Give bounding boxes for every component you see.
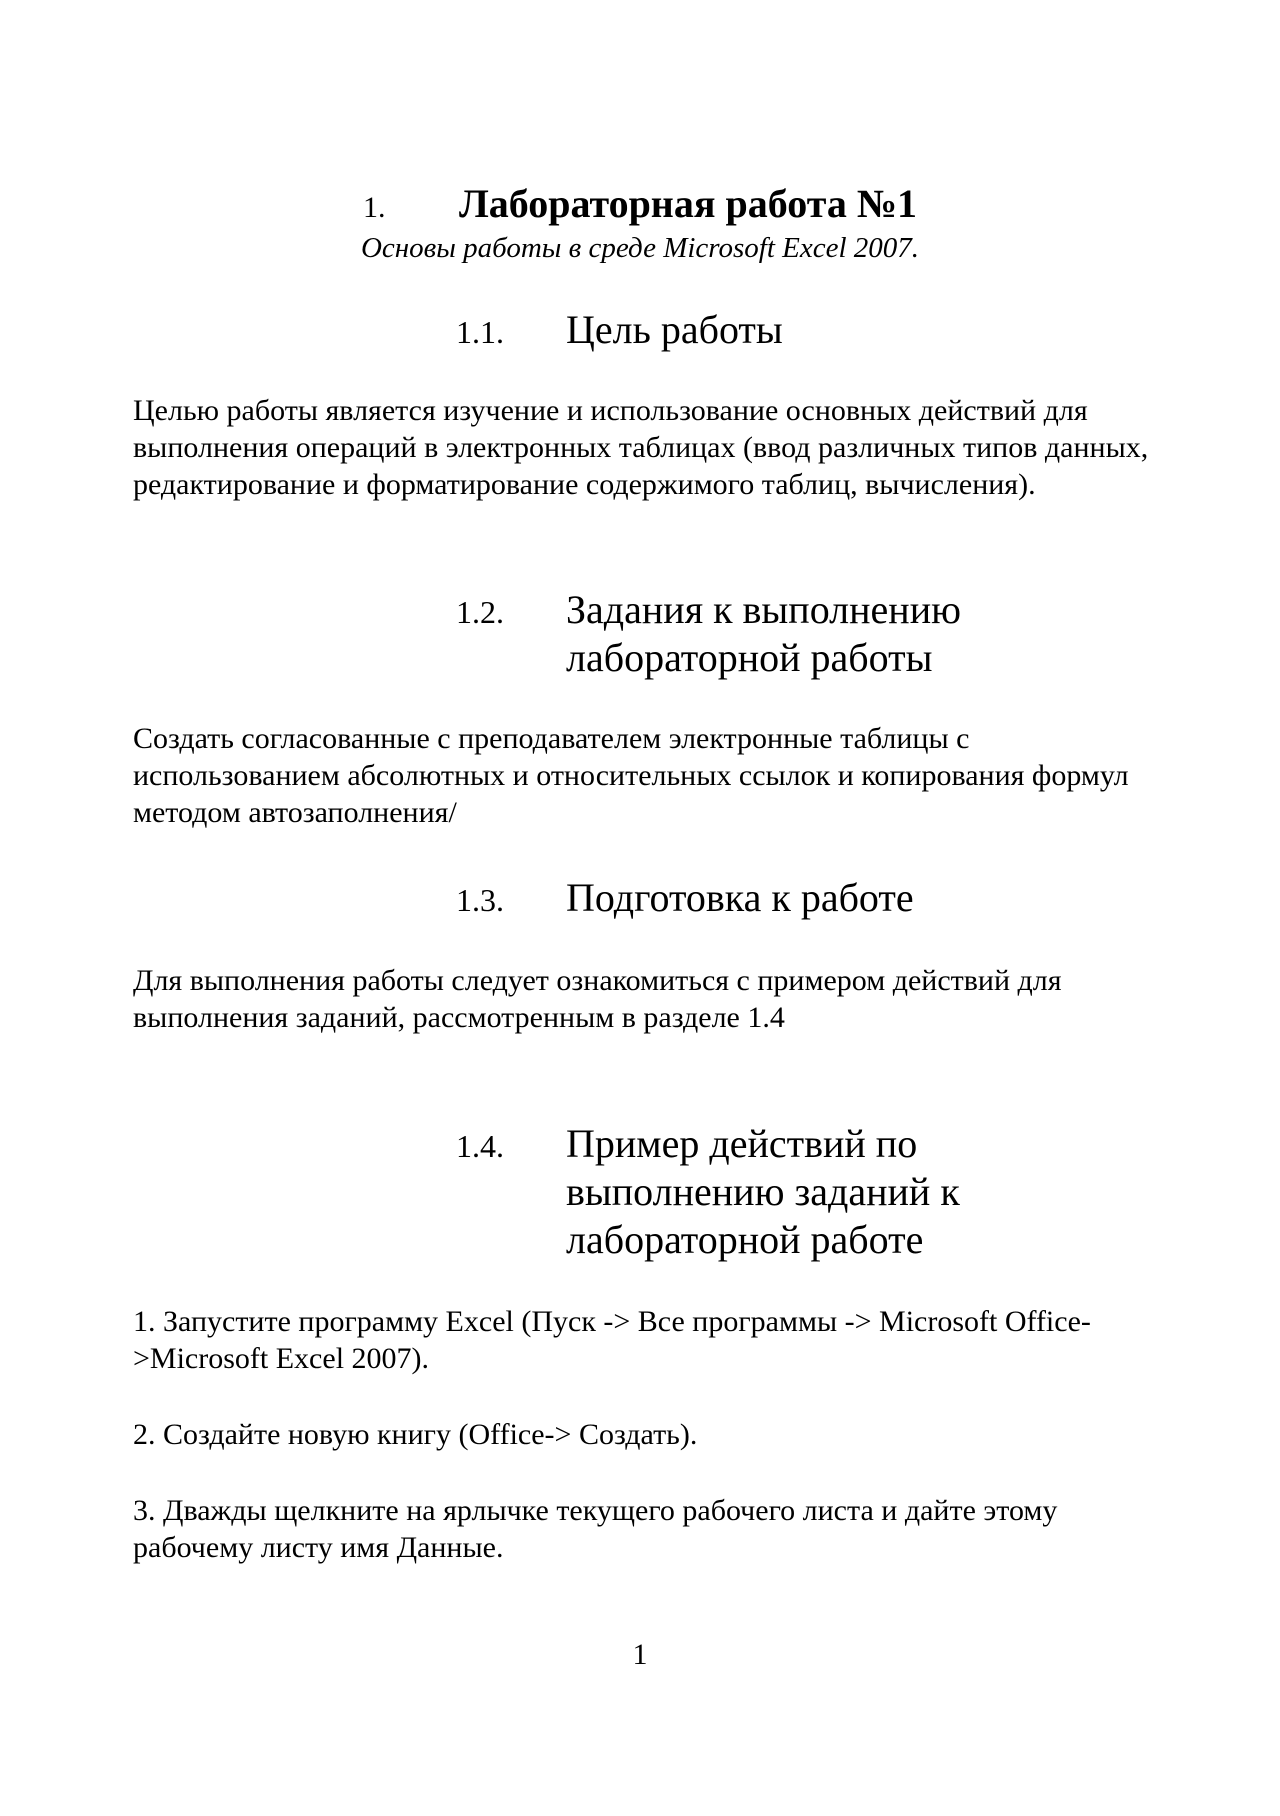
step-item-2: 2. Создайте новую книгу (Office-> Создать). xyxy=(133,1418,698,1451)
step-item-3: 3. Дважды щелкните на ярлычке текущего рабочего листа и дайте этому рабочему листу имя Данные. xyxy=(133,1494,1058,1564)
step-item-1: 1. Запустите программу Excel (Пуск -> Все программы -> Microsoft Office->Microsoft Excel 2007). xyxy=(133,1305,1091,1375)
section-number: 1.4. xyxy=(456,1128,504,1164)
section-title: Пример действий по выполнению заданий к лабораторной работе xyxy=(566,1121,960,1262)
section-number: 1.2. xyxy=(456,594,504,630)
section-number: 1.1. xyxy=(456,314,504,350)
section-title: Задания к выполнению лабораторной работы xyxy=(566,587,961,680)
title-number: 1. xyxy=(362,191,386,224)
section-title: Цель работы xyxy=(566,307,783,352)
page-number: 1 xyxy=(632,1638,648,1671)
section-heading-1-4 xyxy=(456,1120,1156,1264)
section-body-1-1: Целью работы является изучение и использование основных действий для выполнения операций в электронных таблицах (ввод различных типов данных, редактирование и форматирование содержимого таблиц, вычисления). xyxy=(133,394,1149,501)
section-heading-1-1 xyxy=(456,306,1156,356)
section-body-1-2: Создать согласованные с преподавателем электронные таблицы с использованием абсолютных и относительных ссылок и копирования формул методом автозаполнения/ xyxy=(133,722,1129,829)
section-heading-1-2 xyxy=(456,586,1156,682)
section-heading-1-3 xyxy=(456,874,1156,924)
document-subtitle: Основы работы в среде Microsoft Excel 2007. xyxy=(360,232,920,264)
section-number: 1.3. xyxy=(456,882,504,918)
section-body-1-3: Для выполнения работы следует ознакомиться с примером действий для выполнения заданий, рассмотренным в разделе 1.4 xyxy=(133,964,1062,1034)
document-title xyxy=(0,180,1280,227)
section-title: Подготовка к работе xyxy=(566,875,914,920)
title-text: Лабораторная работа №1 xyxy=(458,181,918,226)
